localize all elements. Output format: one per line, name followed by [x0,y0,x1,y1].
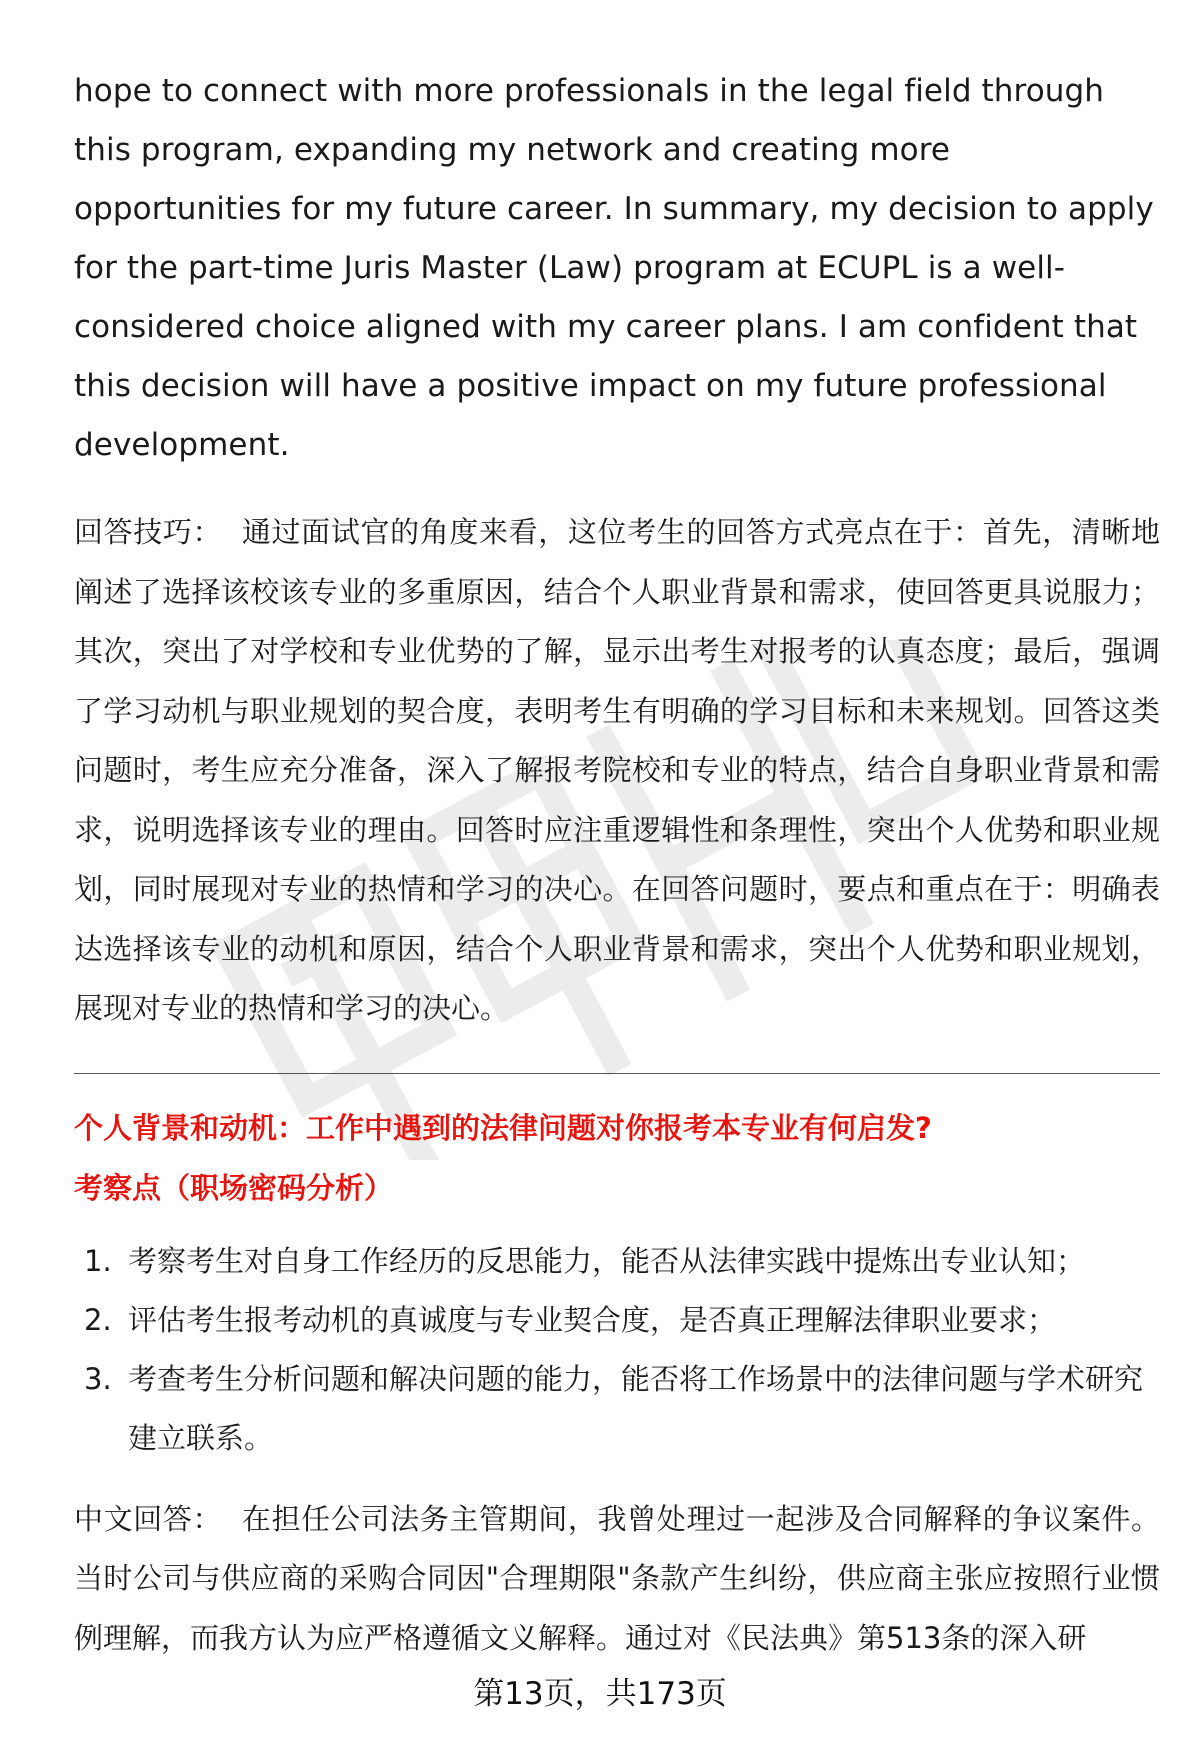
question-subtitle: 考察点（职场密码分析） [74,1170,394,1205]
section-divider [74,1073,1160,1074]
assessment-points-list [74,1232,1160,1468]
page-content [74,62,1160,1668]
answer-tips-text: 通过面试官的角度来看，这位考生的回答方式亮点在于：首先，清晰地阐述了选择该校该专业的多重原因，结合个人职业背景和需求，使回答更具说服力；其次，突出了对学校和专业优势的了解，显示出考生对报考的认真态度；最后，强调了学习动机与职业规划的契合度，表明考生有明确的学习目标和未来规划。回答这类问题时，考生应充分准备，深入了解报考院校和专业的特点，结合自身职业背景和需求，说明选择该专业的理由。回答时应注重逻辑性和条理性，突出个人优势和职业规划，同时展现对专业的热情和学习的决心。在回答问题时，要点和重点在于：明确表达选择该专业的动机和原因，结合个人职业背景和需求，突出个人优势和职业规划，展现对专业的热情和学习的决心。 [74,515,1160,1025]
list-item-number: 3. [84,1361,112,1396]
answer-tips-label: 回答技巧： [74,515,223,549]
question-title: 个人背景和动机：工作中遇到的法律问题对你报考本专业有何启发? [74,1110,932,1145]
chinese-answer-text: 在担任公司法务主管期间，我曾处理过一起涉及合同解释的争议案件。当时公司与供应商的采购合同因"合理期限"条款产生纠纷，供应商主张应按照行业惯例理解，而我方认为应严格遵循文义解释。通过对《民法典》第513条的深入研 [74,1501,1160,1655]
list-item-text: 考查考生分析问题和解决问题的能力，能否将工作场景中的法律问题与学术研究建立联系。 [128,1361,1144,1455]
chinese-answer-paragraph [74,1490,1160,1669]
intro-paragraph: hope to connect with more professionals in the legal field through this program, expanding my network and creating more opportunities for my future career. In summary, my decision to apply for the part-time Juris Master (Law) program at ECUPL is a well-considered choice aligned with my career plans. I am confident that this decision will have a positive impact on my future professional development. [74,73,1154,463]
list-item-text: 评估考生报考动机的真诚度与专业契合度，是否真正理解法律职业要求； [128,1302,1057,1337]
list-item [74,1350,1160,1468]
list-item-number: 2. [84,1302,112,1337]
list-item [74,1232,1160,1291]
list-item-text: 考察考生对自身工作经历的反思能力，能否从法律实践中提炼出专业认知； [128,1243,1086,1278]
chinese-answer-label: 中文回答： [74,1501,223,1536]
list-item-number: 1. [84,1243,112,1278]
list-item [74,1291,1160,1350]
answer-tips-paragraph [74,503,1160,1039]
page-indicator: 第13页，共173页 [473,1676,727,1712]
